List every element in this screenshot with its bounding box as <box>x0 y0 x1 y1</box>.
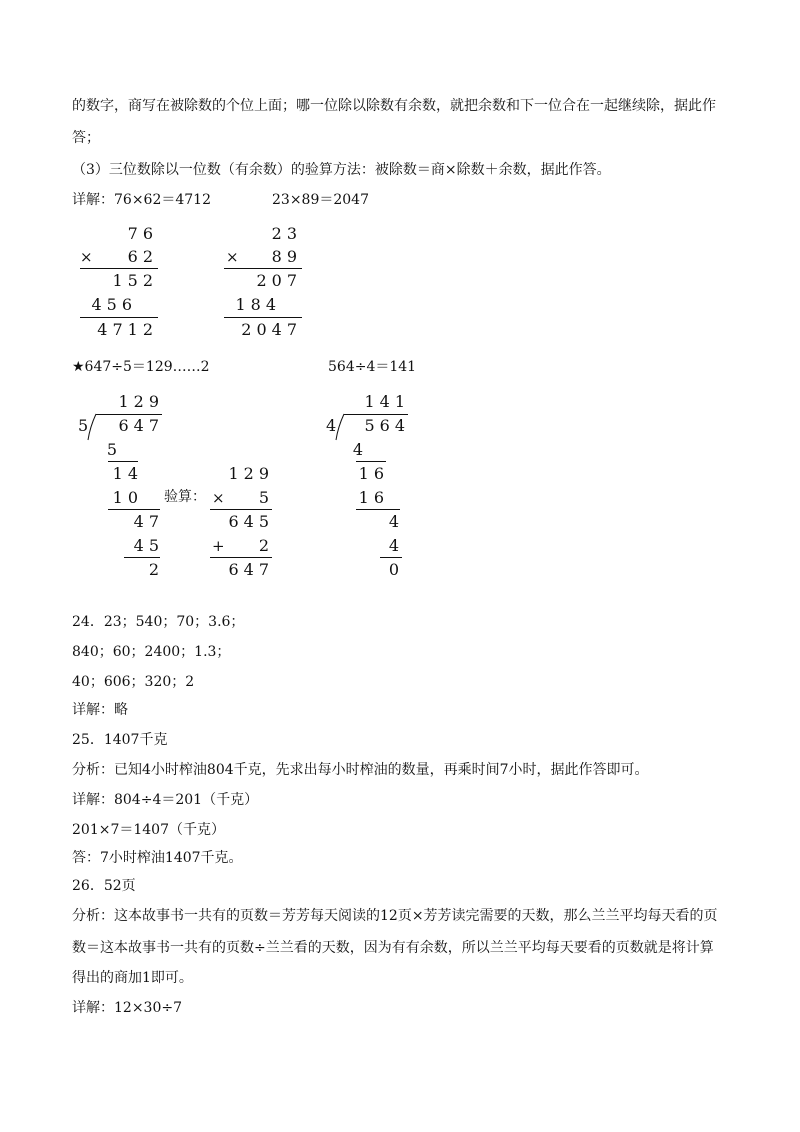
multiplier: 89 <box>271 247 302 266</box>
rule-line <box>380 557 402 558</box>
step-value: 10 <box>112 488 143 507</box>
division-bar <box>344 414 408 415</box>
answer-line: 25．1407千克 <box>72 732 168 748</box>
solution-line: 详解：12×30÷7 <box>72 1000 182 1016</box>
step-value: 4 <box>352 440 368 459</box>
rule-line <box>224 268 302 269</box>
step-value: 4 <box>388 536 404 555</box>
remainder: 2 <box>148 560 164 579</box>
partial-product: 184 <box>235 295 281 314</box>
addend: 2 <box>258 536 274 555</box>
analysis-line: 数＝这本故事书一共有的页数÷兰兰看的天数，因为有有余数，所以兰兰平均每天要看的页数就是将计算 <box>72 940 714 956</box>
step-value: 5 <box>106 440 122 459</box>
times-sign: × <box>226 248 239 266</box>
plus-sign: + <box>212 537 225 555</box>
answer-line: 40；606；320；2 <box>72 674 195 690</box>
division-bar <box>96 414 162 415</box>
analysis-line: 分析：这本故事书一共有的页数＝芳芳每天阅读的12页×芳芳读完需要的天数，那么兰兰平均每天看的页 <box>72 908 718 924</box>
division-bracket <box>88 414 98 440</box>
division-bracket <box>336 414 346 440</box>
text-line: 的数字，商写在被除数的个位上面；哪一位除以除数有余数，就把余数和下一位合在一起继续除，据此作 <box>72 98 716 114</box>
analysis-line: 得出的商加1即可。 <box>72 970 193 986</box>
partial-product: 152 <box>112 271 158 290</box>
rule-line <box>210 557 272 558</box>
text-line: 答； <box>72 130 100 146</box>
equation: 23×89＝2047 <box>272 192 369 208</box>
dividend: 564 <box>364 416 410 435</box>
rule-line <box>356 461 386 462</box>
check-label: 验算： <box>164 489 206 505</box>
solution-label: 详解：76×62＝4712 <box>72 192 211 208</box>
answer-line: 24．23；540；70；3.6； <box>72 614 245 630</box>
analysis-line: 分析：已知4小时榨油804千克，先求出每小时榨油的数量，再乘时间7小时，据此作答即可。 <box>72 762 649 778</box>
multiplicand: 23 <box>271 224 302 243</box>
rule-line <box>108 461 138 462</box>
product: 4712 <box>97 320 158 339</box>
equation: ★647÷5＝129……2 <box>72 359 210 375</box>
solution-line: 详解：804÷4＝201（千克） <box>72 792 259 808</box>
partial-product: 456 <box>91 295 137 314</box>
equation: 564÷4＝141 <box>328 359 417 375</box>
quotient: 129 <box>118 392 164 411</box>
step-value: 47 <box>133 512 164 531</box>
step-value: 16 <box>358 488 389 507</box>
answer-statement: 答：7小时榨油1407千克。 <box>72 850 243 866</box>
text-line: （3）三位数除以一位数（有余数）的验算方法：被除数＝商×除数＋余数，据此作答。 <box>72 162 611 178</box>
solution-line: 201×7＝1407（千克） <box>72 822 225 838</box>
divisor: 4 <box>326 416 337 435</box>
multiplicand: 76 <box>127 224 158 243</box>
rule-line <box>356 509 400 510</box>
quotient: 141 <box>364 392 410 411</box>
check-result: 647 <box>228 560 274 579</box>
divisor: 5 <box>78 416 89 435</box>
partial-product: 207 <box>256 271 302 290</box>
rule-line <box>224 317 302 318</box>
rule-line <box>80 317 158 318</box>
step-value: 16 <box>358 464 389 483</box>
times-sign: × <box>80 248 93 266</box>
dividend: 647 <box>118 416 164 435</box>
times-sign: × <box>212 489 225 507</box>
answer-line: 26．52页 <box>72 878 136 894</box>
product: 645 <box>228 512 274 531</box>
rule-line <box>108 509 160 510</box>
rule-line <box>124 557 160 558</box>
multiplicand: 129 <box>228 464 274 483</box>
rule-line <box>210 509 272 510</box>
step-value: 45 <box>133 536 164 555</box>
rule-line <box>80 268 158 269</box>
step-value: 14 <box>112 464 143 483</box>
multiplier: 62 <box>127 247 158 266</box>
multiplier: 5 <box>258 488 274 507</box>
answer-line: 840；60；2400；1.3； <box>72 644 231 660</box>
product: 2047 <box>241 320 302 339</box>
solution-label: 详解：略 <box>72 702 128 718</box>
step-value: 4 <box>388 512 404 531</box>
remainder: 0 <box>388 560 404 579</box>
